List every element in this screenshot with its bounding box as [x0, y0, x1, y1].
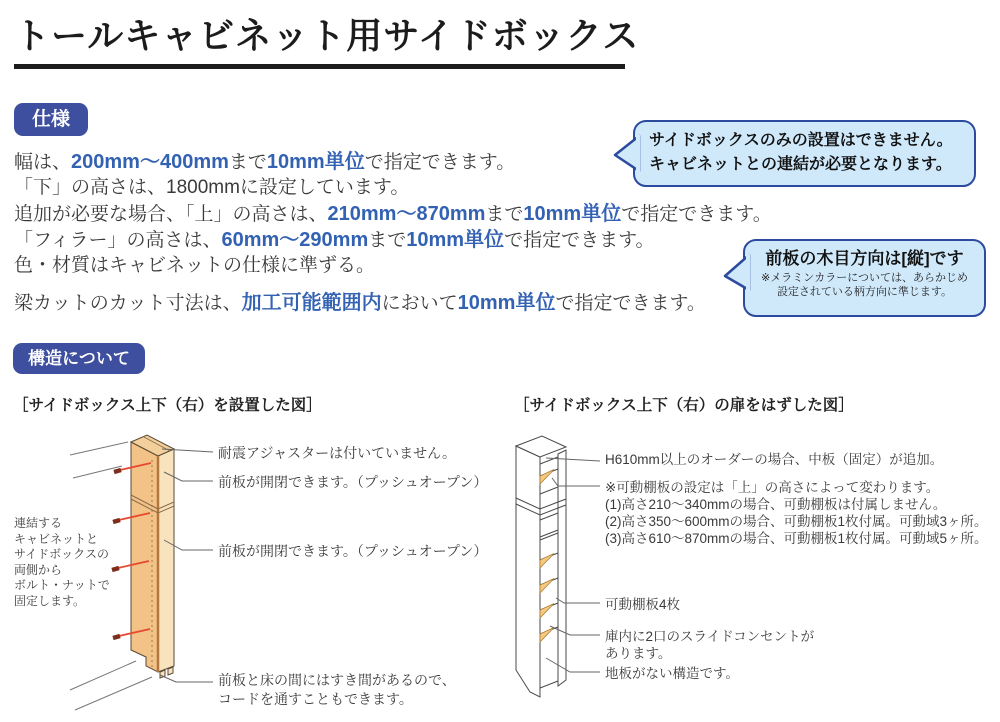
right-diagram-caption: ［サイドボックス上下（右）の扉をはずした図］ — [514, 397, 854, 414]
annotation-floor-gap — [218, 671, 456, 709]
spec-highlight: 210mm〜870mm — [327, 203, 486, 225]
shelf-note-line3: (2)高さ350〜600mmの場合、可動棚板1枚付属。可動域3ヶ所。 — [605, 514, 988, 529]
title-underline — [14, 64, 625, 69]
spec-section-badge: 仕様 — [14, 103, 88, 136]
spec-line-filler-height — [14, 227, 754, 253]
annotation-middle-board: H610mm以上のオーダーの場合、中板（固定）が追加。 — [605, 452, 944, 467]
shelf-note-line2: (1)高さ210〜340mmの場合、可動棚板は付属しません。 — [605, 497, 947, 512]
annotation-door-upper: 前板が開閉できます。（プッシュオープン） — [218, 474, 488, 490]
spec-line-upper-height — [14, 201, 772, 227]
spec-text: 梁カットのカット寸法は、 — [14, 293, 242, 314]
side-note-line: 連結する — [14, 516, 63, 530]
annotation-outlet-line1: 庫内に2口のスライドコンセントが — [605, 629, 815, 644]
annotation-outlet — [605, 628, 814, 662]
callout-tail — [722, 250, 750, 294]
spec-text: で指定できます。 — [364, 152, 516, 173]
side-note-line: ボルト・ナットで — [14, 578, 110, 592]
spec-highlight: 10mm単位 — [457, 292, 556, 314]
left-diagram-caption: ［サイドボックス上下（右）を設置した図］ — [13, 397, 322, 414]
callout-grain-note — [743, 239, 986, 317]
spec-text: で指定できます。 — [555, 293, 706, 314]
spec-text: 追加が必要な場合、「上」の高さは、 — [14, 204, 328, 225]
spec-text: 「下」の高さは、1800mmに設定しています。 — [14, 177, 410, 198]
annotation-door-lower: 前板が開閉できます。（プッシュオープン） — [218, 543, 488, 559]
callout-tail — [612, 131, 640, 175]
spec-highlight: 加工可能範囲内 — [241, 292, 382, 314]
leader-lines — [546, 458, 600, 672]
callout-install-line2: キャビネットとの連結が必要となります。 — [649, 156, 952, 173]
side-note-line: 両側から — [14, 562, 63, 577]
spec-text: 色・材質はキャビネットの仕様に準ずる。 — [14, 255, 376, 276]
spec-highlight: 200mm〜400mm — [71, 151, 229, 173]
callout-install-line1: サイドボックスのみの設置はできません。 — [649, 132, 953, 149]
spec-highlight: 10mm単位 — [266, 151, 365, 173]
structure-section-badge: 構造について — [13, 343, 145, 374]
spec-line-beam-cut — [14, 290, 754, 316]
spec-text: まで — [485, 204, 524, 225]
spec-text: まで — [228, 152, 267, 173]
side-note-line: 固定します。 — [14, 593, 86, 608]
spec-text: で指定できます。 — [504, 230, 655, 251]
annotation-no-adjuster: 耐震アジャスターは付いていません。 — [218, 445, 456, 461]
connection-side-note — [14, 516, 110, 609]
annotation-floor-gap-line1: 前板と床の間にはすき間があるので、 — [218, 672, 456, 688]
callout-install-note — [633, 120, 976, 187]
page-title: トールキャビネット用サイドボックス — [14, 15, 640, 56]
spec-highlight: 10mm単位 — [523, 203, 622, 225]
spec-text: まで — [368, 230, 407, 251]
annotation-no-bottom: 地板がない構造です。 — [605, 666, 739, 681]
spec-text: 幅は、 — [14, 152, 72, 173]
movable-shelf-fronts — [540, 470, 554, 643]
annotation-movable-shelves: 可動棚板4枚 — [605, 597, 681, 612]
spec-highlight: 10mm単位 — [406, 229, 505, 251]
annotation-shelf-notes — [605, 479, 988, 547]
annotation-floor-gap-line2: コードを通すこともできます。 — [218, 691, 413, 707]
callout-grain-title: 前板の木目方向は[縦]です — [765, 249, 964, 268]
spec-text: において — [381, 293, 458, 314]
spec-line-color-material — [14, 253, 754, 279]
spec-text: 「フィラー」の高さは、 — [14, 230, 222, 251]
callout-grain-note1: ※メラミンカラーについては、あらかじめ — [761, 272, 968, 284]
side-note-line: キャビネットと — [14, 531, 99, 546]
side-note-line: サイドボックスの — [14, 547, 110, 561]
spec-text: で指定できます。 — [621, 204, 772, 225]
shelf-note-line4: (3)高さ610〜870mmの場合、可動棚板1枚付属。可動域5ヶ所。 — [605, 531, 988, 546]
shelf-note-line1: ※可動棚板の設定は「上」の高さによって変わります。 — [605, 480, 940, 495]
annotation-outlet-line2: あります。 — [605, 646, 672, 661]
callout-grain-note2: 設定されている柄方向に準じます。 — [776, 286, 953, 298]
spec-highlight: 60mm〜290mm — [221, 229, 369, 251]
